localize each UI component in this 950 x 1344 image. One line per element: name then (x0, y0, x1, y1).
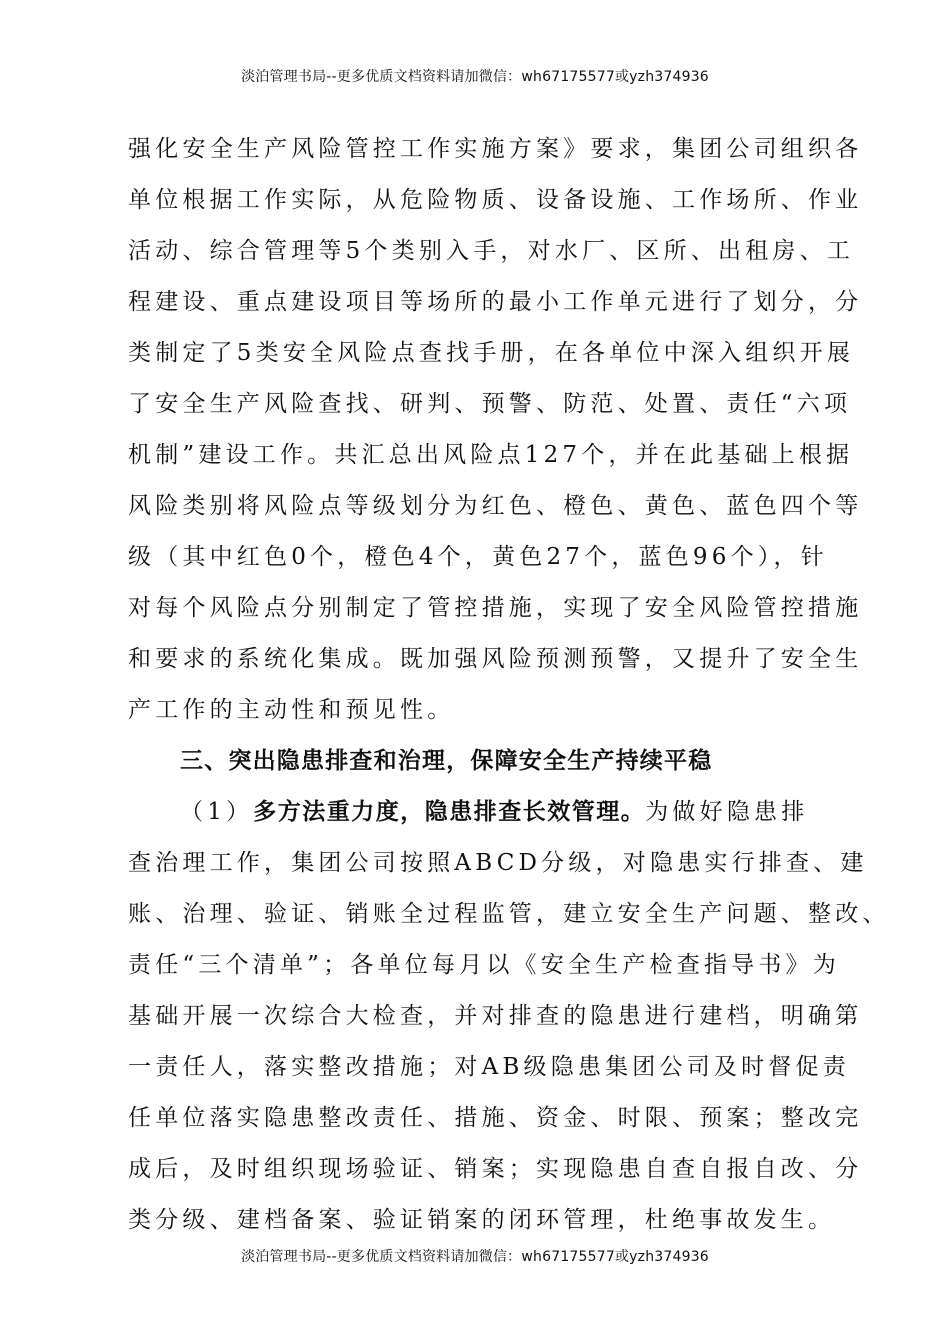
paragraph-line: 一责任人，落实整改措施；对AB级隐患集团公司及时督促责 (128, 1054, 850, 1080)
item-number: （1） (180, 799, 254, 825)
page-footer-watermark: 淡泊管理书局--更多优质文档资料请加微信：wh67175577或yzh374936 (241, 1249, 709, 1265)
page-header-watermark: 淡泊管理书局--更多优质文档资料请加微信：wh67175577或yzh374936 (241, 69, 709, 85)
section-heading: 三、突出隐患排查和治理，保障安全生产持续平稳 (180, 748, 713, 774)
paragraph-line: 成后，及时组织现场验证、销案；实现隐患自查自报自改、分 (128, 1156, 863, 1182)
paragraph-line: 强化安全生产风险管控工作实施方案》要求，集团公司组织各 (128, 136, 863, 162)
paragraph-line: 和要求的系统化集成。既加强风险预测预警，又提升了安全生 (128, 646, 863, 672)
paragraph-line: 单位根据工作实际，从危险物质、设备设施、工作场所、作业 (128, 187, 863, 213)
paragraph-line: 活动、综合管理等5个类别入手，对水厂、区所、出租房、工 (128, 238, 855, 264)
paragraph-line: 产工作的主动性和预见性。 (128, 697, 455, 723)
bold-lead-phrase: 多方法重力度，隐患排查长效管理。 (253, 799, 646, 825)
paragraph-line: 程建设、重点建设项目等场所的最小工作单元进行了划分，分 (128, 289, 863, 315)
paragraph-line: 责任“三个清单”；各单位每月以《安全生产检查指导书》为 (128, 952, 840, 978)
paragraph-line: 对每个风险点分别制定了管控措施，实现了安全风险管控措施 (128, 595, 863, 621)
paragraph-line: 风险类别将风险点等级划分为红色、橙色、黄色、蓝色四个等 (128, 493, 863, 519)
paragraph-first-line (180, 797, 808, 827)
paragraph-line: 基础开展一次综合大检查，并对排查的隐患进行建档，明确第 (128, 1003, 863, 1029)
paragraph-line: 账、治理、验证、销账全过程监管，建立安全生产问题、整改、 (128, 901, 890, 927)
paragraph-line: 机制”建设工作。共汇总出风险点127个，并在此基础上根据 (128, 442, 854, 468)
paragraph-line: 了安全生产风险查找、研判、预警、防范、处置、责任“六项 (128, 391, 852, 417)
paragraph-line: 类分级、建档备案、验证销案的闭环管理，杜绝事故发生。 (128, 1207, 836, 1233)
lead-continuation: 为做好隐患排 (645, 799, 809, 825)
paragraph-line: 级（其中红色0个，橙色4个，黄色27个，蓝色96个），针 (128, 544, 828, 570)
paragraph-line: 任单位落实隐患整改责任、措施、资金、时限、预案；整改完 (128, 1105, 863, 1131)
paragraph-line: 类制定了5类安全风险点查找手册，在各单位中深入组织开展 (128, 340, 855, 366)
paragraph-line: 查治理工作，集团公司按照ABCD分级，对隐患实行排查、建 (128, 850, 868, 876)
